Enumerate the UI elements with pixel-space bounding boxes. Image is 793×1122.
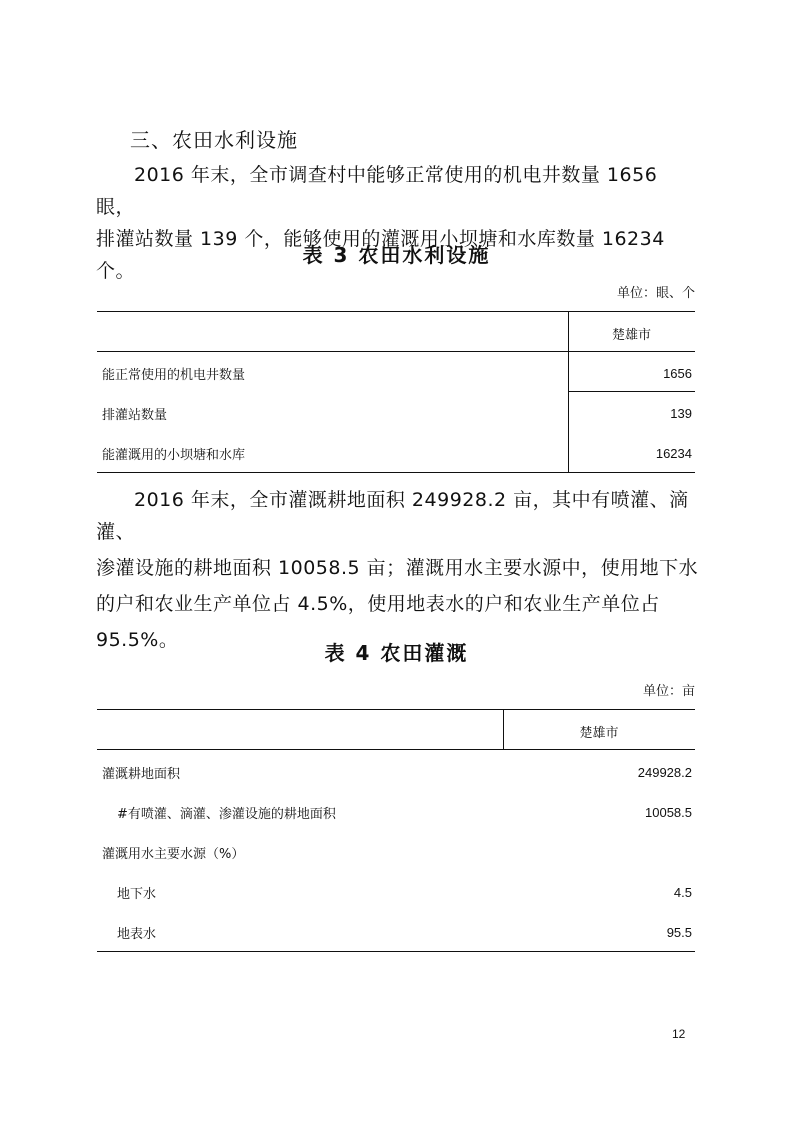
table-3-column-header: 楚雄市 [611,328,651,343]
table-3-bottom-rule [97,472,695,473]
paragraph-2-line-1: 2016 年末，全市灌溉耕地面积 249928.2 亩，其中有喷灌、滴灌、 [96,489,689,543]
table-4-title: 表 4 农田灌溉 [324,641,469,665]
table-4-column-header: 楚雄市 [579,726,619,741]
table-3-header-rule [97,351,695,352]
table-3-row-label: 排灌站数量 [102,408,168,423]
paragraph-2-line-2: 渗灌设施的耕地面积 10058.5 亩；灌溉用水主要水源中，使用地下水 [96,557,699,579]
table-3-row-value: 16234 [655,446,692,461]
table-3-row-value: 1656 [663,366,692,381]
table-4-row-label: 地表水 [117,927,157,942]
page-number: 12 [672,1027,686,1041]
table-4-row-label: #有喷灌、滴灌、渗灌设施的耕地面积 [117,807,336,822]
table-4-unit: 单位：亩 [642,684,695,699]
table-3-title: 表 3 农田水利设施 [302,243,491,267]
table-3-cell-rule [568,391,695,392]
table-3-row-label: 能正常使用的机电井数量 [102,368,246,383]
table-3-unit: 单位：眼、个 [616,286,695,301]
section-heading: 三、农田水利设施 [130,128,298,152]
table-4-row-value: 249928.2 [637,765,692,780]
paragraph-1-line-2: 排灌站数量 139 个，能够使用的灌溉用小坝塘和水库数量 16234 个。 [96,228,665,282]
paragraph-2-line-4: 95.5%。 [96,629,179,651]
paragraph-2-line-3: 的户和农业生产单位占 4.5%，使用地表水的户和农业生产单位占 [96,593,660,615]
table-4-bottom-rule [97,951,695,952]
table-3-top-rule [97,311,695,312]
table-4-top-rule [97,709,695,710]
paragraph-1-line-1: 2016 年末，全市调查村中能够正常使用的机电井数量 1656 眼， [96,164,658,218]
table-4-header-rule [97,749,695,750]
table-4-row-value: 4.5 [673,885,692,900]
table-4-row-value: 95.5 [666,925,692,940]
table-4-row-value: 10058.5 [645,805,692,820]
table-4-row-label: 灌溉耕地面积 [102,767,181,782]
table-3-row-value: 139 [670,406,692,421]
paragraph-2 [96,484,700,656]
table-4-row-label: 灌溉用水主要水源（%） [102,847,245,862]
table-4-row-label: 地下水 [117,887,157,902]
table-3-row-label: 能灌溉用的小坝塘和水库 [102,448,246,463]
